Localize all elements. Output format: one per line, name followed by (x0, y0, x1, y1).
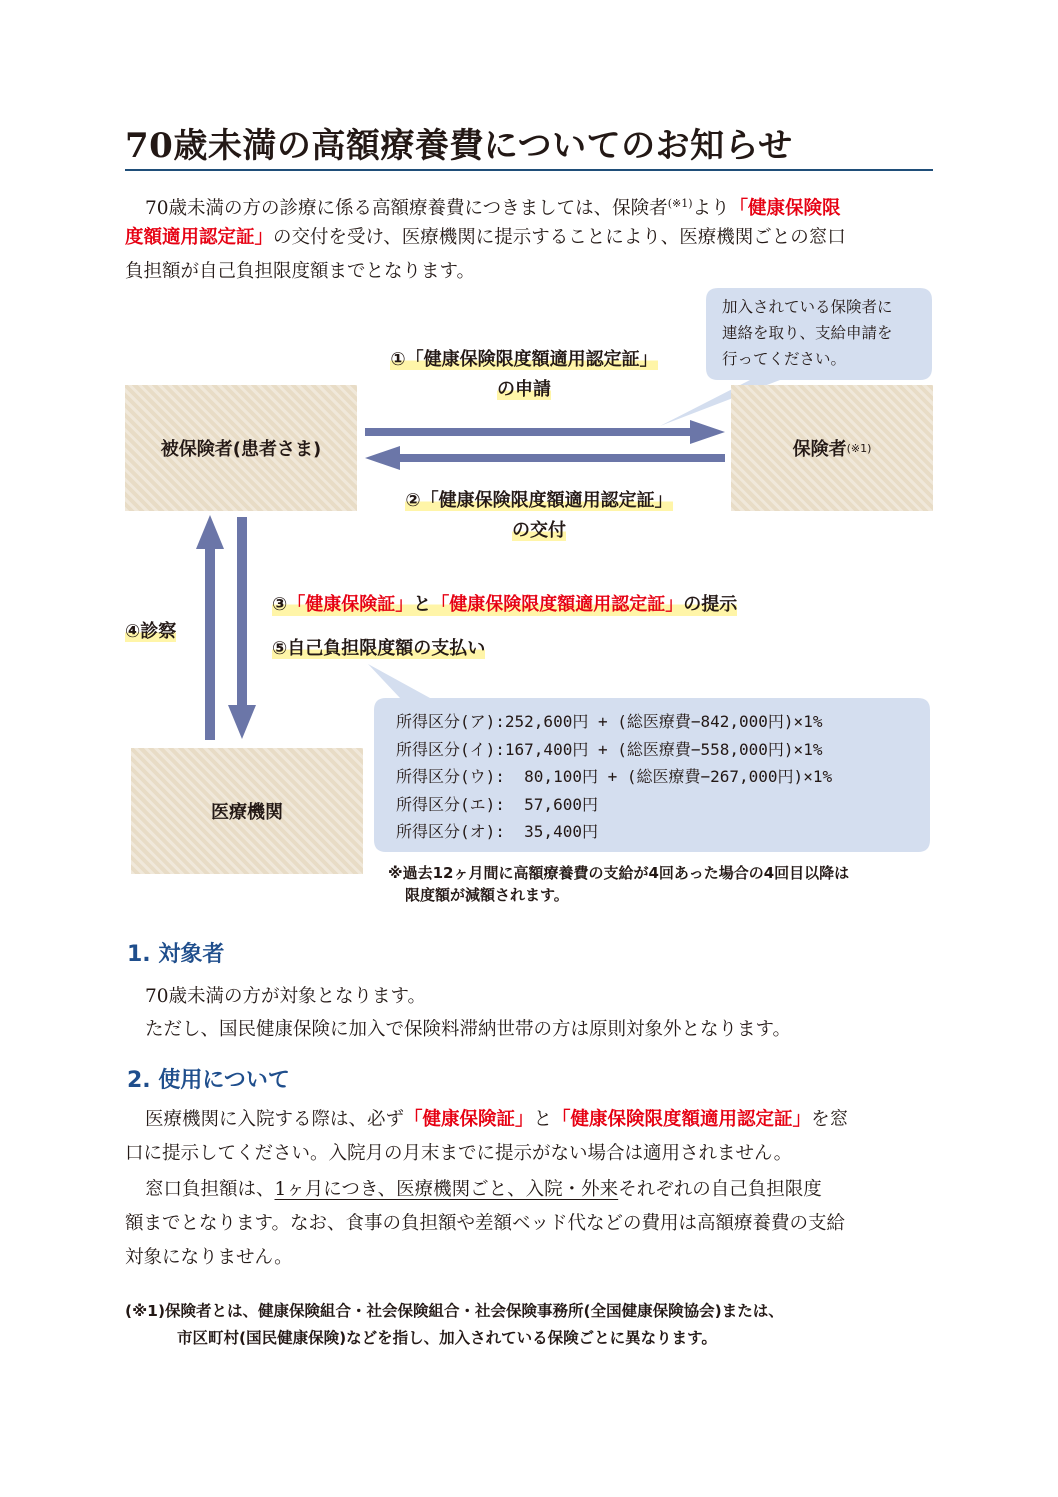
step3-num: ③ (272, 594, 288, 615)
step2-line: の交付 (512, 520, 566, 541)
medical-box: 医療機関 (131, 748, 363, 874)
insured-box: 被保険者(患者さま) (125, 385, 357, 511)
arrow-up-head (196, 515, 224, 549)
section2-p2-line-2: 額までとなります。なお、食事の負担額や差額ベッド代などの費用は高額療養費の支給 (125, 1213, 846, 1234)
income-row: 所得区分(エ): 57,600円 (396, 794, 598, 814)
step2-label (380, 486, 698, 546)
arrow-down-head (228, 705, 256, 739)
footnote-line: (※1)保険者とは、健康保険組合・社会保険組合・社会保険事務所(全国健康保険協会)または、 (125, 1302, 784, 1320)
vertical-arrows (195, 515, 259, 741)
bubble-line: 連絡を取り、支給申請を (722, 324, 893, 342)
section2-p2-line-1 (145, 1173, 822, 1207)
footnote (125, 1298, 784, 1352)
insurer-box (731, 385, 933, 511)
step3-text: と (413, 594, 432, 615)
intro-text: の交付を受け、医療機関に提示することにより、医療機関ごとの窓口 (273, 227, 846, 248)
intro-line-3: 負担額が自己負担限度額までとなります。 (125, 261, 476, 282)
intro-text: より (692, 198, 730, 220)
income-list (396, 708, 832, 846)
reduction-note (388, 862, 849, 906)
footnote-ref: (※1) (667, 197, 693, 210)
body-text: 医療機関に入院する際は、必ず (145, 1109, 405, 1130)
body-text: 窓口負担額は、 (145, 1179, 275, 1200)
section1-line-2: ただし、国民健康保険に加入で保険料滞納世帯の方は原則対象外となります。 (145, 1019, 792, 1040)
section2-p1-line-2: 口に提示してください。入院月の月末までに提示がない場合は適用されません。 (125, 1143, 793, 1164)
footnote-line: 市区町村(国民健康保険)などを指し、加入されている保険ごとに異なります。 (177, 1329, 717, 1347)
arrow-up-shaft (205, 545, 215, 740)
bubble-line: 加入されている保険者に (722, 298, 893, 316)
intro-line-2 (125, 221, 846, 255)
note-line: ※過去12ヶ月間に高額療養費の支給が4回あった場合の4回目以降は (388, 864, 850, 882)
step5-label (272, 634, 485, 660)
section2-heading: 2. 使用について (127, 1068, 290, 1093)
income-row: 所得区分(オ): 35,400円 (396, 822, 598, 841)
red-term: 「健康保険限度額適用認定証」 (431, 594, 684, 615)
arrow-right-shaft (365, 428, 695, 436)
page-title: 70歳未満の高額療養費についてのお知らせ (125, 126, 793, 166)
title-rule (125, 169, 933, 171)
body-text: それぞれの自己負担限度 (618, 1179, 822, 1200)
bubble-line: 行ってください。 (722, 350, 847, 368)
step5-text: ⑤自己負担限度額の支払い (272, 638, 486, 659)
arrow-right-head (690, 420, 725, 444)
horizontal-arrows (365, 418, 727, 472)
body-text: と (533, 1109, 553, 1130)
footnote-ref: (※1) (846, 441, 872, 455)
section1-heading: 1. 対象者 (127, 942, 225, 967)
step4-label (125, 617, 176, 643)
insurer-label: 保険者 (792, 439, 847, 460)
income-row: 所得区分(ウ): 80,100円 + (総医療費−267,000円)×1% (396, 767, 833, 786)
step4-text: ④診察 (125, 621, 177, 642)
step2-line: ②「健康保険限度額適用認定証」 (405, 490, 673, 511)
section2-p2-line-3: 対象になりません。 (125, 1247, 293, 1268)
arrow-down-shaft (237, 517, 247, 709)
step1-line: の申請 (497, 379, 551, 400)
arrow-left-head (365, 446, 400, 470)
step1-label (365, 345, 683, 405)
underlined-text: 1ヶ月につき、医療機関ごと、入院・外来 (274, 1179, 619, 1200)
intro-text: 70歳未満の方の診療に係る高額療養費につきましては、保険者 (145, 198, 668, 220)
step3-text: の提示 (683, 594, 738, 615)
step1-line: ①「健康保険限度額適用認定証」 (390, 349, 658, 370)
body-text: を窓 (811, 1109, 849, 1130)
red-term: 度額適用認定証」 (125, 227, 274, 248)
red-term: 「健康保険限 (729, 198, 841, 220)
income-row: 所得区分(ア):252,600円 + (総医療費−842,000円)×1% (396, 712, 823, 731)
red-term: 「健康保険証」 (287, 594, 414, 615)
red-term: 「健康保険証」 (404, 1109, 534, 1130)
section1-line-1: 70歳未満の方が対象となります。 (145, 986, 427, 1007)
section2-p1-line-1 (145, 1103, 848, 1137)
arrow-left-shaft (395, 454, 725, 462)
red-term: 「健康保険限度額適用認定証」 (552, 1109, 812, 1130)
step3-label (272, 590, 737, 616)
note-line: 限度額が減額されます。 (405, 886, 569, 904)
income-row: 所得区分(イ):167,400円 + (総医療費−558,000円)×1% (396, 739, 823, 759)
bubble-top-text (722, 294, 893, 372)
